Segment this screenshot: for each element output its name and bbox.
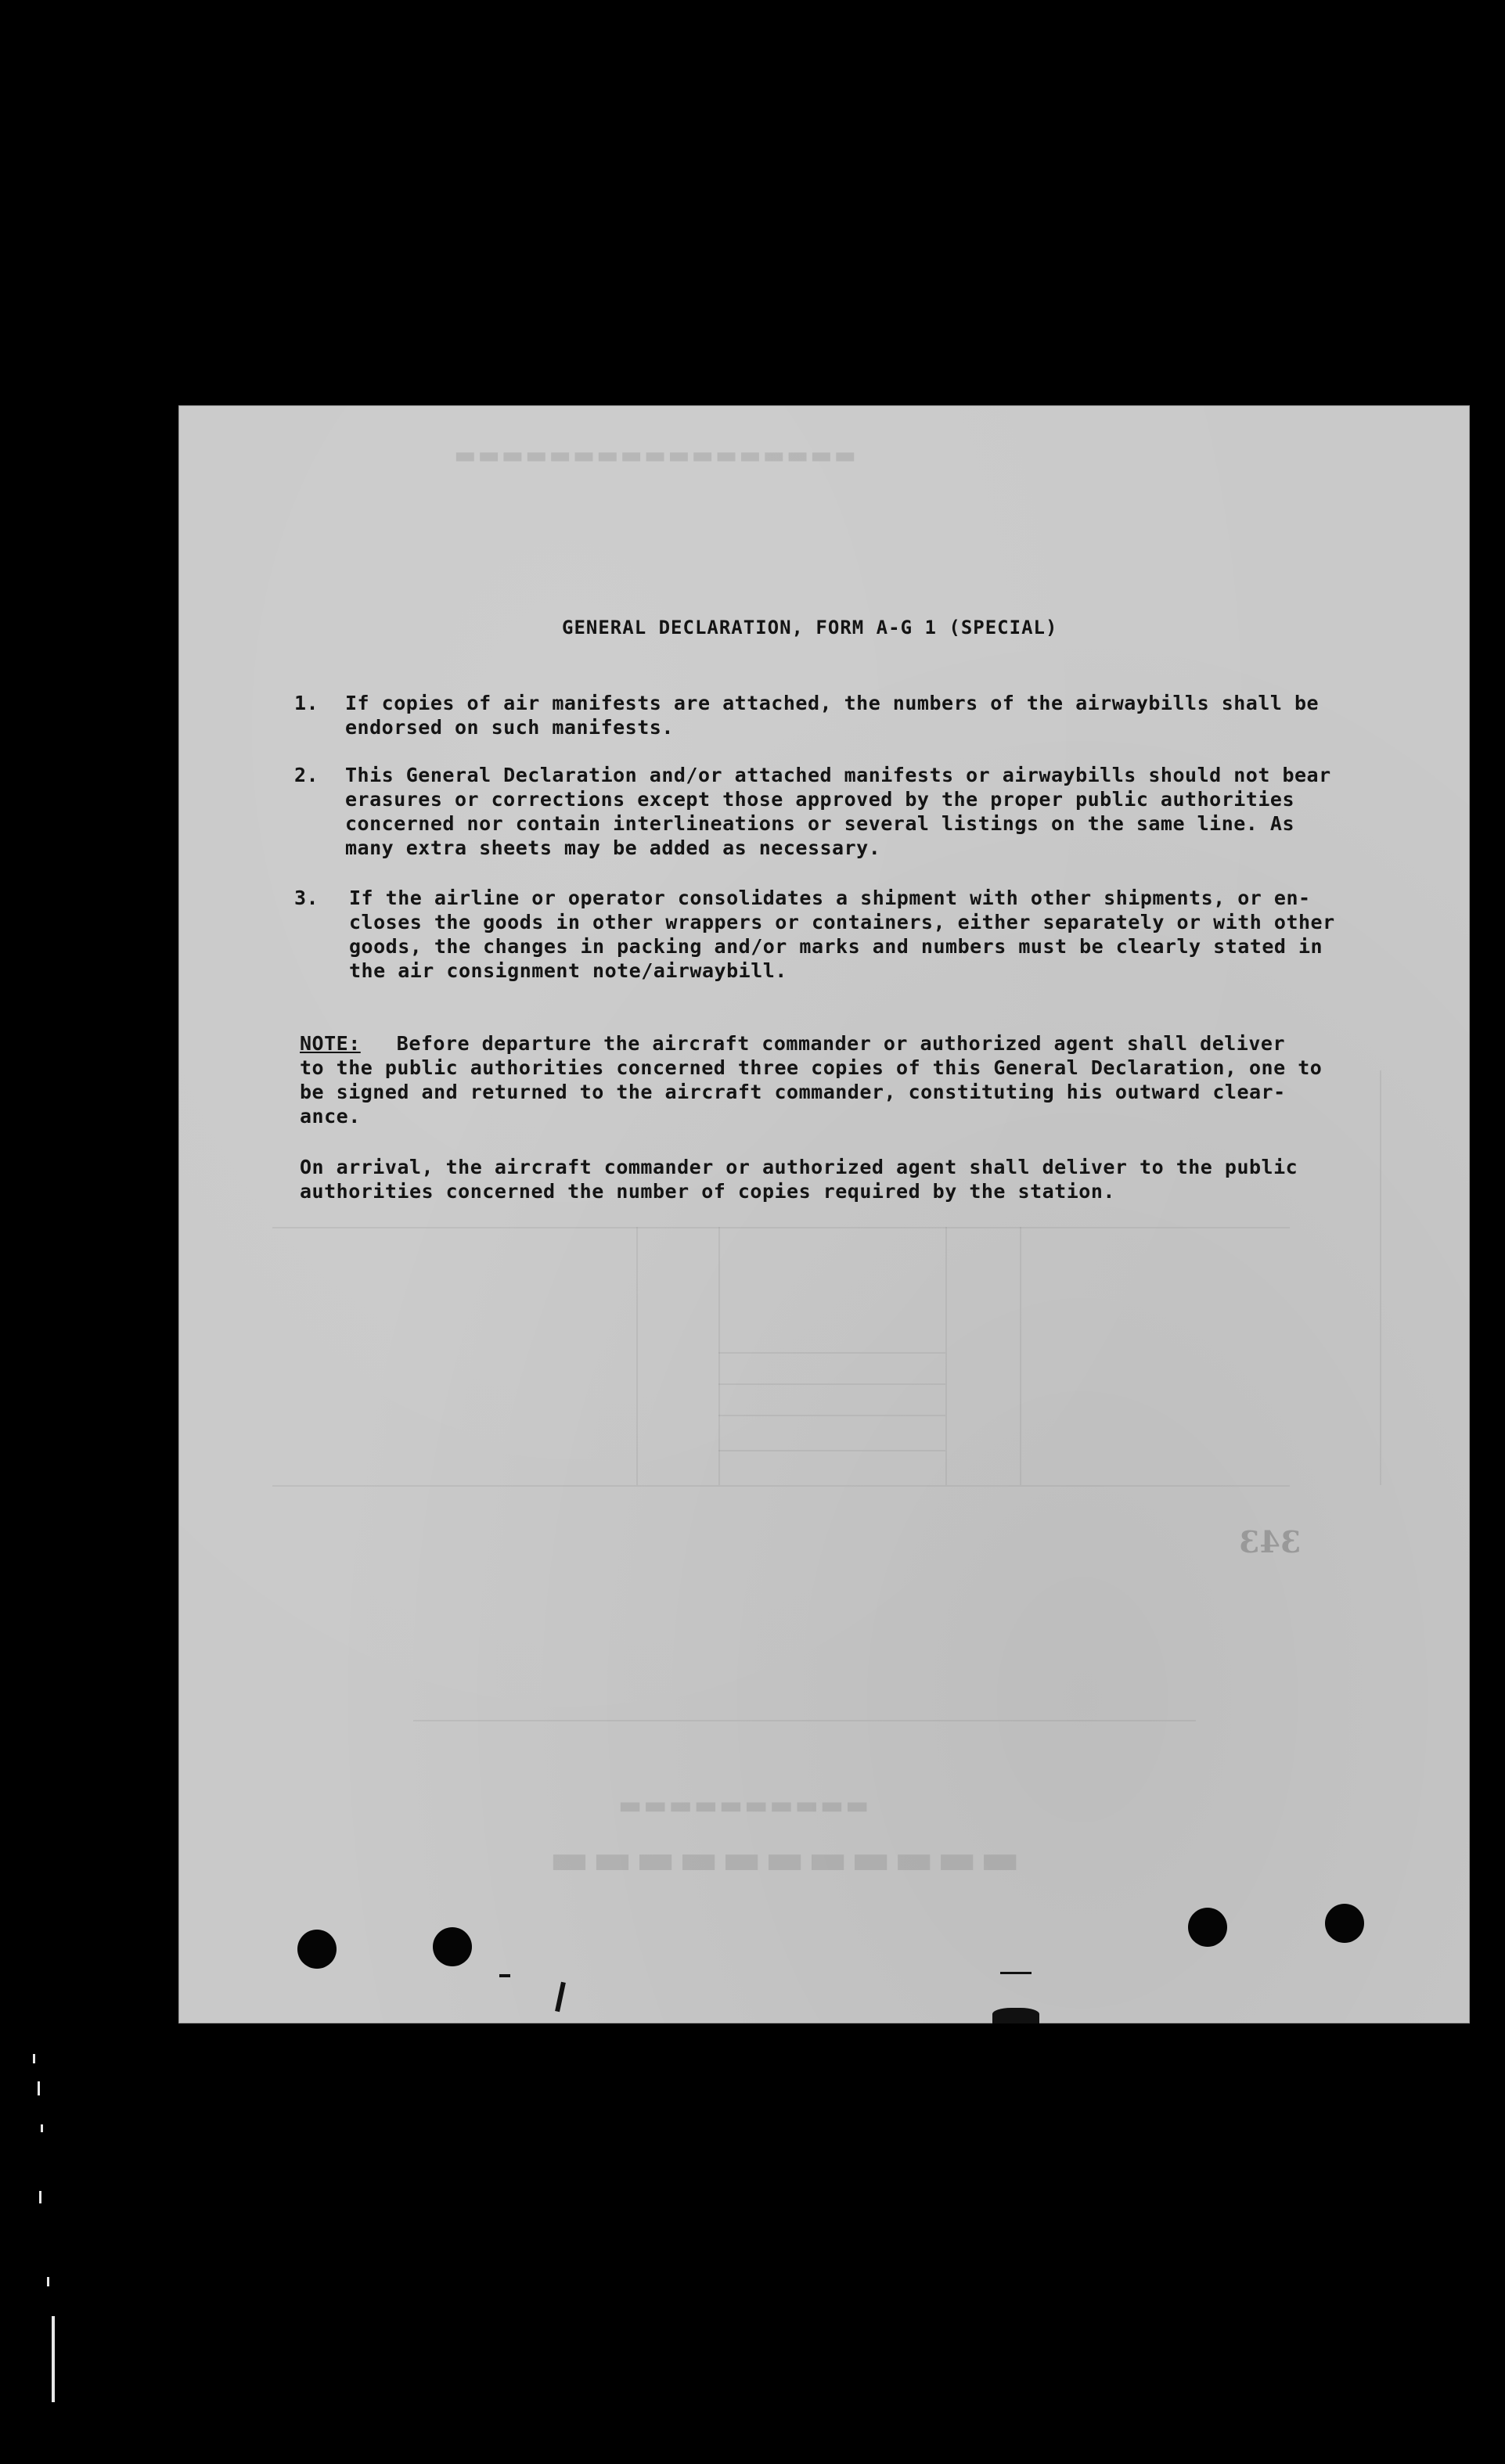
- bleed-line: [718, 1415, 945, 1416]
- punch-hole: [297, 1930, 337, 1969]
- item-body: [349, 886, 1382, 983]
- bleed-line: [272, 1227, 1290, 1228]
- item-line: If the airline or operator consolidates a shipment with other shipments, or en-: [349, 887, 1311, 909]
- note-line: to the public authorities concerned three copies of this General Declaration, one to: [300, 1056, 1323, 1079]
- scan-speck: [499, 1974, 510, 1977]
- item-number: 1.: [294, 692, 319, 714]
- note-label: NOTE:: [300, 1032, 361, 1055]
- note-line: be signed and returned to the aircraft commander, constituting his outward clear-: [300, 1081, 1286, 1103]
- item-line: closes the goods in other wrappers or containers, either separately or with other: [349, 911, 1335, 933]
- note-first-line: [300, 1031, 1380, 1056]
- note-paragraph: [300, 1031, 1380, 1128]
- item-body: [345, 763, 1378, 860]
- bleed-line: [1020, 1227, 1021, 1485]
- item-line: goods, the changes in packing and/or marks and numbers must be clearly stated in: [349, 935, 1323, 958]
- item-line: many extra sheets may be added as necessary.: [345, 836, 881, 859]
- item-number: 2.: [294, 764, 319, 786]
- form-title: GENERAL DECLARATION, FORM A-G 1 (SPECIAL): [562, 617, 1058, 638]
- scan-edge-mark: [38, 2081, 40, 2095]
- punch-hole: [1325, 1904, 1364, 1943]
- bleed-line: [1380, 1070, 1381, 1485]
- item-number: 3.: [294, 887, 319, 909]
- scan-speck: [1000, 1972, 1032, 1974]
- bleed-through-subheading: ▬▬▬▬▬▬▬▬▬▬: [617, 1794, 870, 1824]
- bleed-line: [718, 1227, 720, 1485]
- document-page: [178, 405, 1470, 2023]
- item-line: erasures or corrections except those approved by the proper public authorities: [345, 788, 1294, 811]
- page-number: 343: [1239, 1524, 1302, 1559]
- bleed-through-heading: ▬▬▬▬▬▬▬▬▬▬▬: [546, 1841, 1021, 1890]
- scan-speck: [555, 1982, 566, 2012]
- scan-edge-mark: [41, 2124, 43, 2132]
- punch-hole: [433, 1927, 472, 1966]
- bleed-line: [413, 1720, 1196, 1721]
- arrival-line: On arrival, the aircraft commander or authorized agent shall deliver to the public: [300, 1156, 1298, 1178]
- scan-edge-mark: [39, 2191, 41, 2203]
- scan-edge-mark: [52, 2316, 55, 2402]
- bleed-line: [718, 1352, 945, 1354]
- item-line: This General Declaration and/or attached manifests or airwaybills should not bear: [345, 764, 1331, 786]
- arrival-paragraph: [300, 1155, 1380, 1203]
- arrival-line: authorities concerned the number of copies required by the station.: [300, 1180, 1115, 1203]
- bleed-line: [272, 1485, 1290, 1487]
- item-line: the air consignment note/airwaybill.: [349, 959, 787, 982]
- note-line: ance.: [300, 1105, 361, 1128]
- punch-hole: [1188, 1908, 1227, 1947]
- scan-edge-mark: [33, 2054, 35, 2063]
- item-line: If copies of air manifests are attached, the numbers of the airwaybills shall be: [345, 692, 1320, 714]
- bleed-line: [636, 1227, 638, 1485]
- item-line: endorsed on such manifests.: [345, 716, 674, 739]
- item-line: concerned nor contain interlineations or several listings on the same line. As: [345, 812, 1294, 835]
- bleed-through-top: ▬▬▬▬▬▬▬▬▬▬▬▬▬▬▬▬▬: [452, 444, 856, 472]
- scan-edge-mark: [47, 2277, 49, 2286]
- note-line: Before departure the aircraft commander or authorized agent shall deliver: [396, 1032, 1286, 1055]
- bleed-line: [945, 1227, 947, 1485]
- item-body: [345, 691, 1378, 739]
- scan-speck: [992, 2008, 1039, 2023]
- bleed-line: [718, 1450, 945, 1451]
- bleed-line: [718, 1383, 945, 1385]
